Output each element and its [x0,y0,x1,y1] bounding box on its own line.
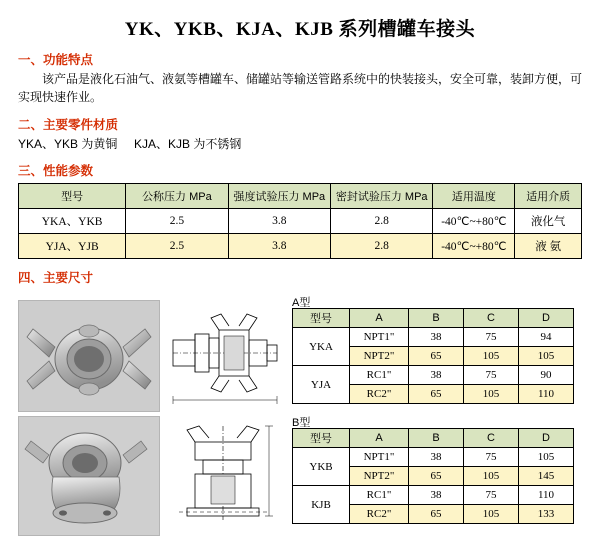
dim-cell: RC2" [350,385,409,404]
table-header-row [19,184,582,209]
section-heading-spec: 三、性能参数 [18,164,94,178]
coupling-photo-b [18,416,160,536]
dim-model-cell: YJA [293,366,350,404]
dim-header-cell: C [464,309,519,328]
dimension-table-a-wrap [292,308,574,404]
dim-cell: RC1" [350,366,409,385]
spec-header-cell: 密封试验压力 MPa [331,184,433,209]
dim-cell: 75 [464,448,519,467]
dim-cell: NPT2" [350,347,409,366]
spec-cell: YJA、YJB [19,234,126,259]
dim-header-cell: C [464,429,519,448]
dim-header-cell: 型号 [293,429,350,448]
dim-cell: NPT1" [350,448,409,467]
dim-cell: 65 [409,385,464,404]
spec-header-cell: 公称压力 MPa [126,184,228,209]
dim-header-cell: D [519,309,574,328]
material-text: YKA、YKB 为黄铜 KJA、KJB 为不锈钢 [18,137,242,151]
spec-cell: 3.8 [228,234,330,259]
dim-cell: 110 [519,486,574,505]
dim-cell: 38 [409,328,464,347]
section-heading-features: 一、功能特点 [18,53,94,67]
dimension-table-a [292,308,574,404]
dim-cell: 105 [464,467,519,486]
dim-cell: 65 [409,467,464,486]
dim-header-cell: D [519,429,574,448]
dim-cell: 65 [409,347,464,366]
spec-table [18,183,582,259]
dim-cell: 105 [519,347,574,366]
table-row [293,448,574,467]
section-heading-dimensions: 四、主要尺寸 [18,271,94,285]
table-row [19,234,582,259]
dim-cell: 38 [409,448,464,467]
table-row [19,209,582,234]
dim-cell: 90 [519,366,574,385]
spec-header-cell: 型号 [19,184,126,209]
table-header-row [293,429,574,448]
spec-header-cell: 强度试验压力 MPa [228,184,330,209]
dim-cell: 65 [409,505,464,524]
dim-cell: 38 [409,366,464,385]
dim-header-cell: B [409,309,464,328]
table-row [293,486,574,505]
spec-cell: 2.8 [331,234,433,259]
dim-cell: 105 [519,448,574,467]
dim-cell: RC2" [350,505,409,524]
table-a-label: A型 [292,297,311,309]
dim-cell: RC1" [350,486,409,505]
dim-cell: 75 [464,366,519,385]
spec-cell: 液化气 [515,209,582,234]
spec-cell: 2.5 [126,209,228,234]
coupling-drawing-b [165,416,285,534]
spec-cell: 2.5 [126,234,228,259]
dim-cell: 133 [519,505,574,524]
features-paragraph: 该产品是液化石油气、液氨等槽罐车、储罐站等输送管路系统中的快装接头，安全可靠，装卸方便，可实现快速作业。 [18,72,583,104]
table-b-label: B型 [292,417,311,429]
dim-cell: NPT2" [350,467,409,486]
dim-cell: NPT1" [350,328,409,347]
dim-cell: 145 [519,467,574,486]
spec-cell: 液 氨 [515,234,582,259]
dimension-table-b-wrap [292,428,574,524]
spec-header-cell: 适用温度 [433,184,515,209]
dim-cell: 94 [519,328,574,347]
dim-model-cell: YKB [293,448,350,486]
spec-cell: -40℃~+80℃ [433,234,515,259]
dim-cell: 105 [464,505,519,524]
coupling-photo-a [18,300,160,412]
dim-cell: 75 [464,486,519,505]
coupling-drawing-a [165,300,285,410]
dim-header-cell: 型号 [293,309,350,328]
dim-header-cell: A [350,309,409,328]
dim-cell: 110 [519,385,574,404]
table-row [293,328,574,347]
dim-cell: 38 [409,486,464,505]
table-header-row [293,309,574,328]
page-title: YK、YKB、KJA、KJB 系列槽罐车接头 [124,19,476,40]
spec-table-wrap [18,183,582,259]
table-row [293,366,574,385]
dim-header-cell: A [350,429,409,448]
dim-cell: 105 [464,385,519,404]
dimension-table-b [292,428,574,524]
spec-cell: 3.8 [228,209,330,234]
dim-header-cell: B [409,429,464,448]
dimensions-area [0,294,600,542]
spec-cell: YKA、YKB [19,209,126,234]
spec-cell: 2.8 [331,209,433,234]
dim-model-cell: YKA [293,328,350,366]
spec-header-cell: 适用介质 [515,184,582,209]
dim-model-cell: KJB [293,486,350,524]
dim-cell: 75 [464,328,519,347]
spec-cell: -40℃~+80℃ [433,209,515,234]
section-heading-material: 二、主要零件材质 [18,118,119,132]
dim-cell: 105 [464,347,519,366]
